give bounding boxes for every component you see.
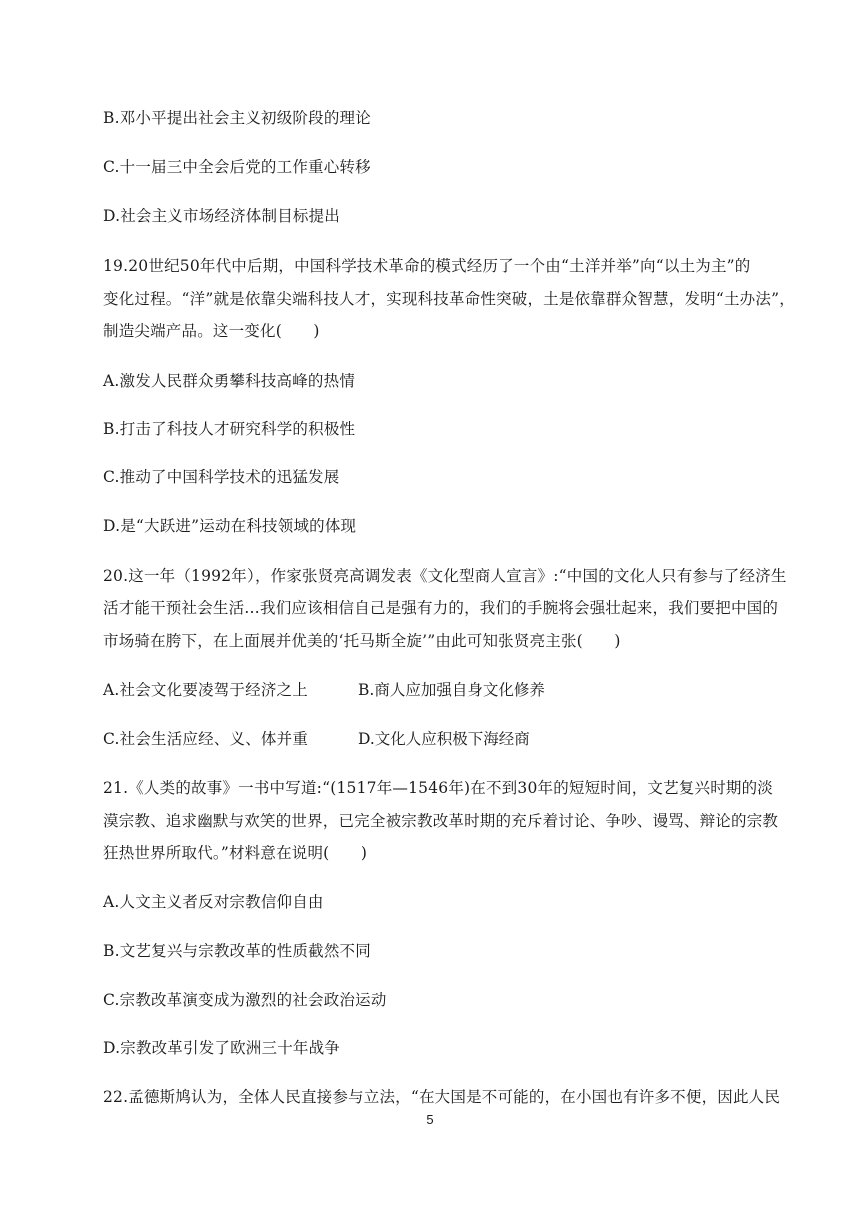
q20-stem-line-1: 20.这一年（1992年），作家张贤亮高调发表《文化型商人宣言》:“中国的文化人只有参与了经济生 — [103, 567, 787, 585]
q21-option-b: B.文艺复兴与宗教改革的性质截然不同 — [103, 942, 371, 960]
q19-option-c: C.推动了中国科学技术的迅猛发展 — [103, 468, 340, 486]
page-number: 5 — [426, 1112, 434, 1127]
q19-stem-line-3: 制造尖端产品。这一变化( ) — [103, 322, 320, 340]
q20-option-a: A.社会文化要凌驾于经济之上 — [103, 681, 308, 699]
q20-option-b: B.商人应加强自身文化修养 — [358, 681, 545, 699]
q21-stem-line-1: 21.《人类的故事》一书中写道:“(1517年—1546年)在不到30年的短短时间，文艺复兴时期的淡 — [103, 779, 774, 797]
q19-option-b: B.打击了科技人才研究科学的积极性 — [103, 420, 356, 438]
q19-option-a: A.激发人民群众勇攀科技高峰的热情 — [103, 372, 356, 390]
q21-stem-line-3: 狂热世界所取代。”材料意在说明( ) — [103, 844, 368, 862]
q18-option-c: C.十一届三中全会后党的工作重心转移 — [103, 158, 371, 176]
q20-stem-line-2: 活才能干预社会生活…我们应该相信自己是强有力的，我们的手腕将会强壮起来，我们要把中国的 — [103, 599, 779, 617]
q20-stem-line-3: 市场骑在胯下，在上面展并优美的‘托马斯全旋’”由此可知张贤亮主张( ) — [103, 632, 621, 650]
q21-stem-line-2: 漠宗教、追求幽默与欢笑的世界，已完全被宗教改革时期的充斥着讨论、争吵、谩骂、辩论的宗教 — [103, 812, 779, 830]
q20-option-d: D.文化人应积极下海经商 — [358, 730, 530, 748]
q20-option-c: C.社会生活应经、义、体并重 — [103, 730, 309, 748]
q21-option-c: C.宗教改革演变成为激烈的社会政治运动 — [103, 991, 387, 1009]
q21-option-d: D.宗教改革引发了欧洲三十年战争 — [103, 1039, 341, 1057]
q18-option-d: D.社会主义市场经济体制目标提出 — [103, 207, 341, 225]
q22-stem-line-1: 22.孟德斯鸠认为，全体人民直接参与立法，“在大国是不可能的，在小国也有许多不便，因此人民 — [103, 1088, 781, 1106]
q18-option-b: B.邓小平提出社会主义初级阶段的理论 — [103, 109, 371, 127]
q21-option-a: A.人文主义者反对宗教信仰自由 — [103, 893, 324, 911]
q19-option-d: D.是“大跃进”运动在科技领域的体现 — [103, 517, 357, 535]
q19-stem-line-1: 19.20世纪50年代中后期，中国科学技术革命的模式经历了一个由“土洋并举”向“以土为主”的 — [103, 257, 751, 275]
q19-stem-line-2: 变化过程。“洋”就是依靠尖端科技人才，实现科技革命性突破，土是依靠群众智慧，发明“土办法”， — [103, 290, 795, 308]
